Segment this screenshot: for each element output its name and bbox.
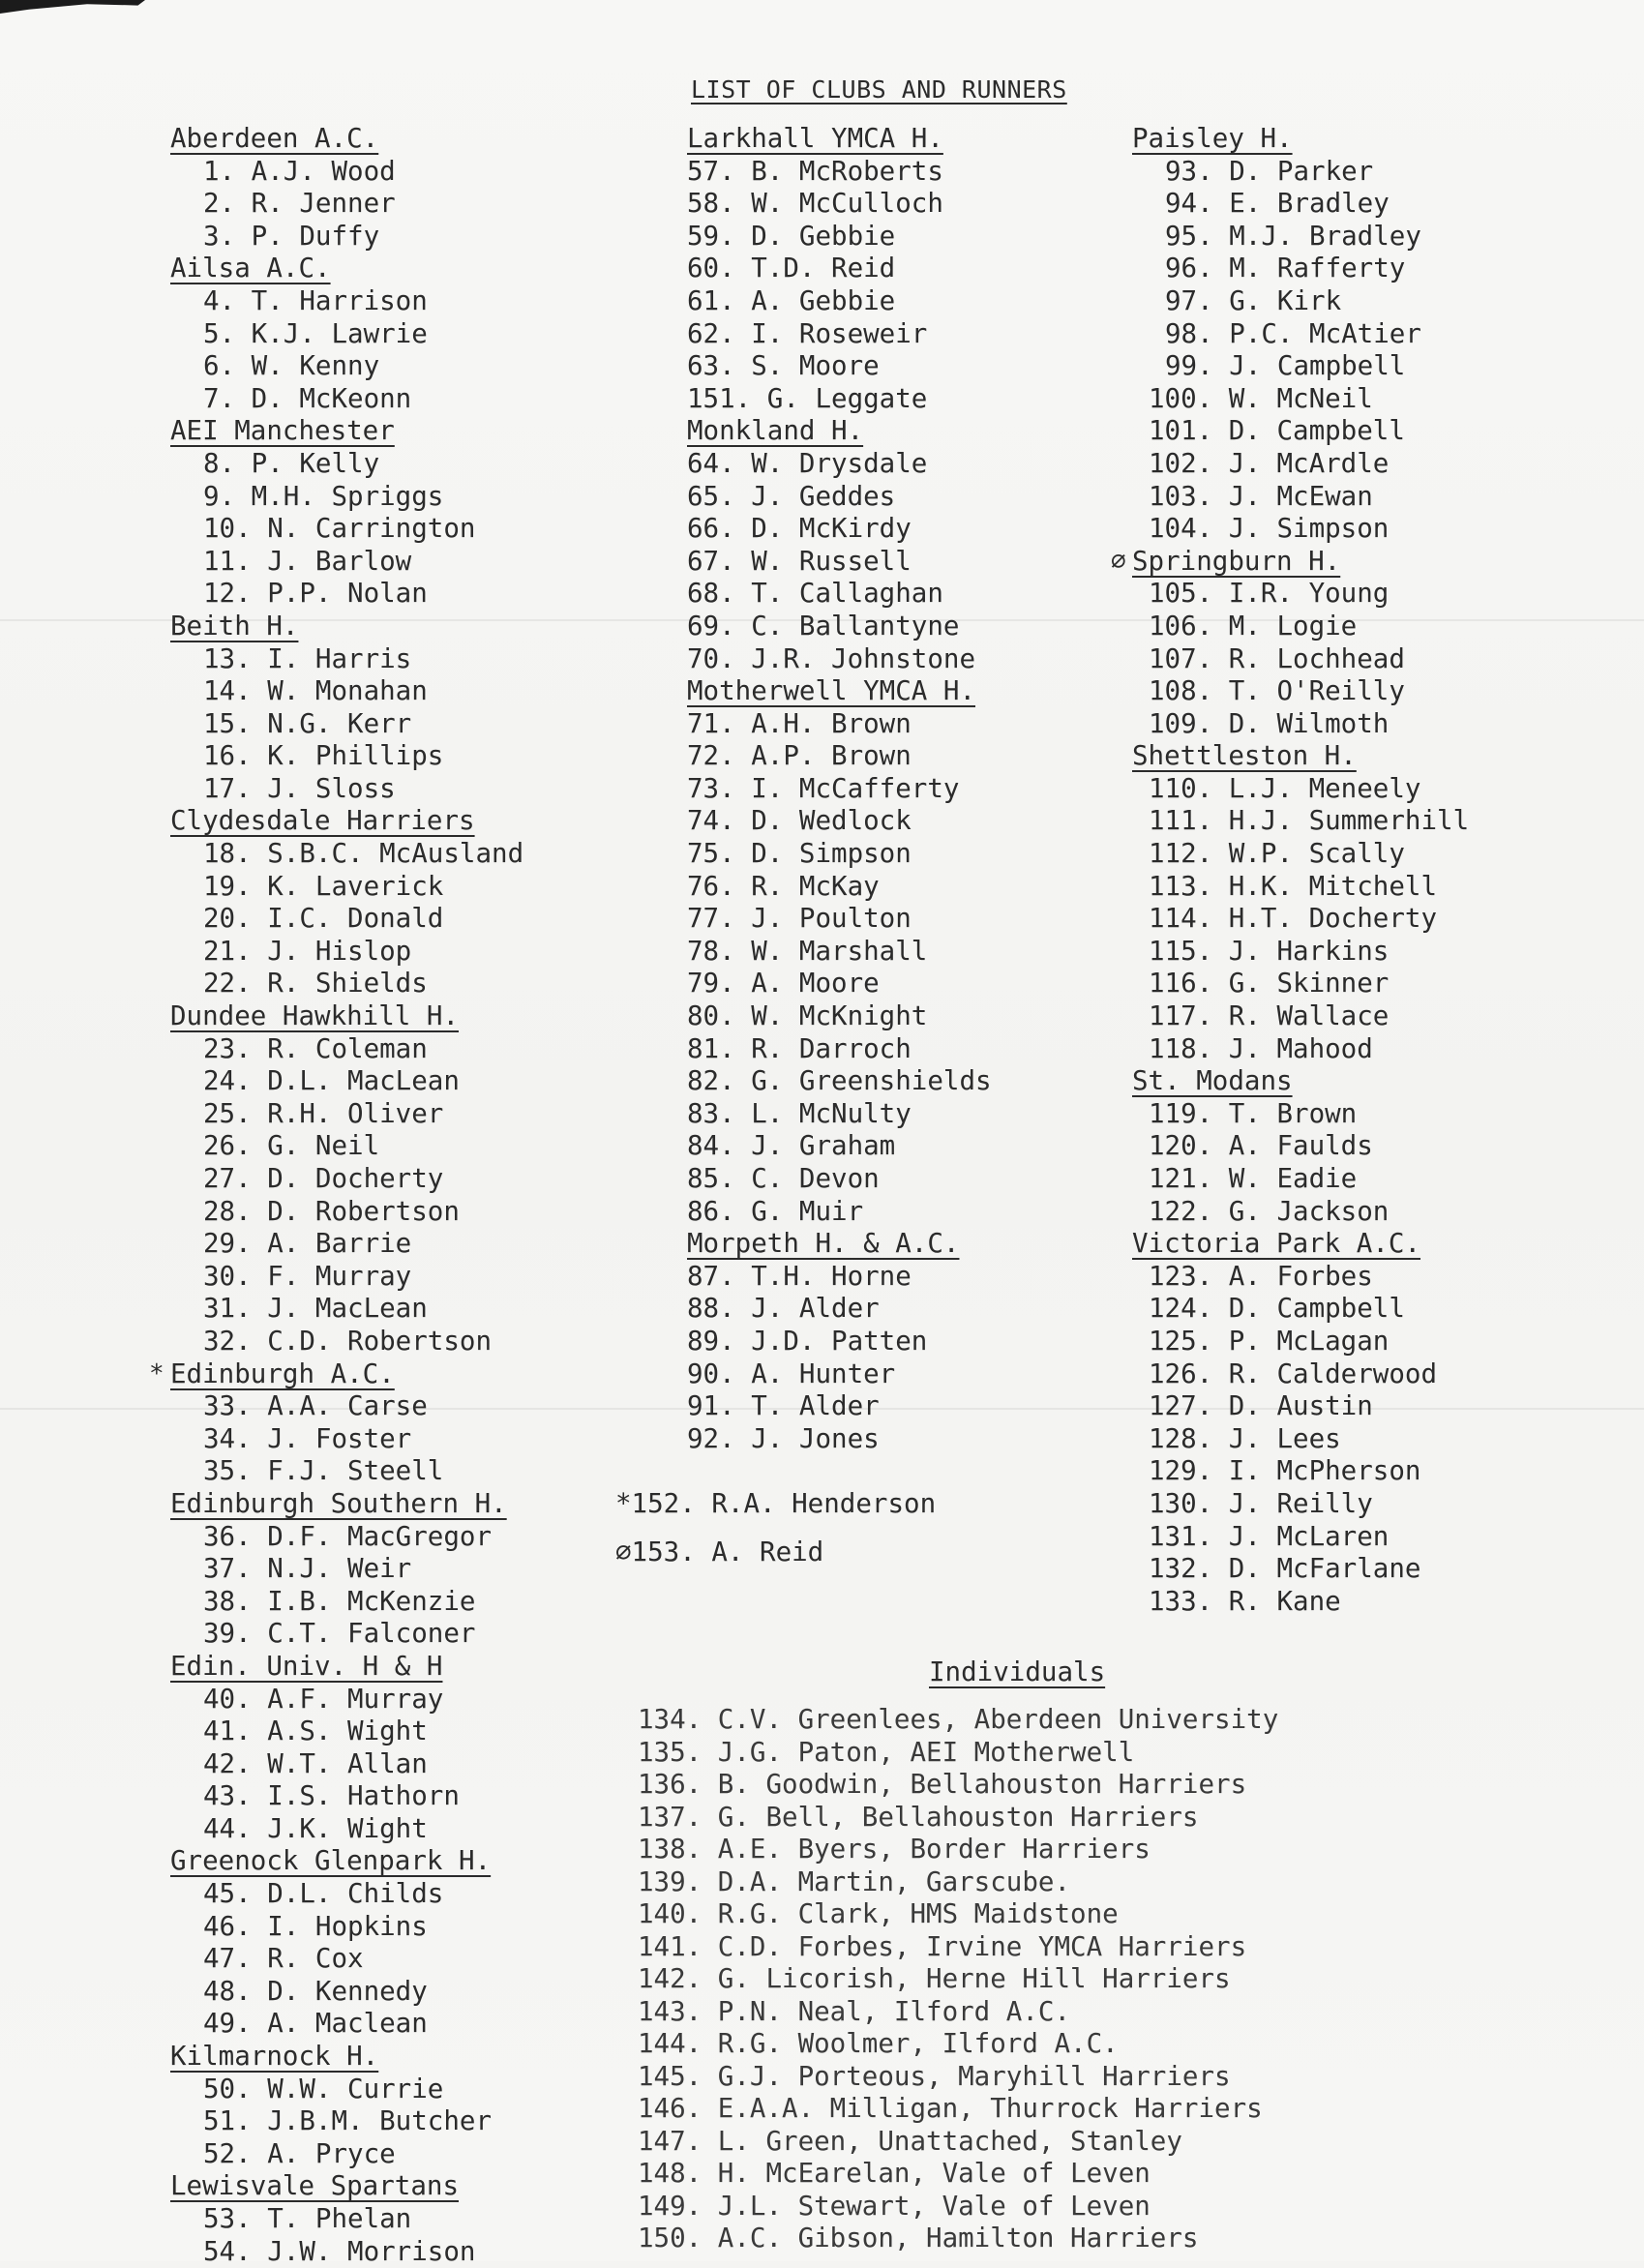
- runner-entry: 74. D. Wedlock: [687, 805, 912, 837]
- page-title: LIST OF CLUBS AND RUNNERS: [691, 75, 1067, 104]
- individual-entry: 147. L. Green, Unattached, Stanley: [638, 2125, 1182, 2157]
- runner-entry: 79. A. Moore: [687, 968, 880, 1000]
- runner-entry: 5. K.J. Lawrie: [203, 317, 428, 349]
- runner-entry: 62. I. Roseweir: [687, 317, 928, 349]
- runner-entry: 21. J. Hislop: [203, 935, 412, 967]
- runner-entry: 88. J. Alder: [687, 1293, 880, 1325]
- runner-entry: 40. A.F. Murray: [203, 1683, 444, 1715]
- runner-entry: 129. I. McPherson: [1149, 1455, 1421, 1487]
- club-name: Kilmarnock H.: [170, 2041, 379, 2073]
- runner-entry: 6. W. Kenny: [203, 350, 380, 382]
- runner-entry: 91. T. Alder: [687, 1390, 880, 1422]
- individual-entry: 134. C.V. Greenlees, Aberdeen University: [638, 1704, 1279, 1735]
- runner-entry: 81. R. Darroch: [687, 1032, 912, 1064]
- runner-entry: 66. D. McKirdy: [687, 513, 912, 545]
- runner-entry: 117. R. Wallace: [1149, 1000, 1390, 1032]
- runner-entry: 25. R.H. Oliver: [203, 1097, 444, 1129]
- runner-entry: 80. W. McKnight: [687, 1000, 928, 1032]
- club-name: St. Modans: [1132, 1065, 1293, 1097]
- runner-entry: 102. J. McArdle: [1149, 447, 1390, 479]
- runner-entry: 116. G. Skinner: [1149, 968, 1390, 1000]
- club-name: Edinburgh Southern H.: [170, 1487, 507, 1519]
- runner-entry: 89. J.D. Patten: [687, 1325, 928, 1357]
- runner-entry: 26. G. Neil: [203, 1130, 380, 1162]
- runner-entry: 24. D.L. MacLean: [203, 1065, 460, 1097]
- individual-entry: 140. R.G. Clark, HMS Maidstone: [638, 1898, 1119, 1929]
- runner-entry: 33. A.A. Carse: [203, 1390, 428, 1422]
- runner-entry: 76. R. McKay: [687, 870, 880, 902]
- runner-entry: 119. T. Brown: [1149, 1097, 1358, 1129]
- club-heading: [170, 2170, 523, 2203]
- runner-entry: 82. G. Greenshields: [687, 1065, 992, 1097]
- club-heading: [687, 675, 992, 708]
- runner-entry: 67. W. Russell: [687, 545, 912, 577]
- club-heading: [1132, 740, 1469, 773]
- club-heading: [1132, 1065, 1469, 1098]
- club-name: Victoria Park A.C.: [1132, 1228, 1421, 1260]
- runner-entry: 7. D. McKeonn: [203, 382, 412, 414]
- runner-entry: 43. I.S. Hathorn: [203, 1780, 460, 1812]
- runner-entry: 72. A.P. Brown: [687, 740, 912, 772]
- club-heading: [1111, 545, 1469, 579]
- runner-entry: 10. N. Carrington: [203, 513, 476, 545]
- individual-entry: 144. R.G. Woolmer, Ilford A.C.: [638, 2028, 1119, 2059]
- club-heading: [170, 805, 523, 838]
- runner-entry: 97. G. Kirk: [1165, 284, 1342, 316]
- club-name: Dundee Hawkhill H.: [170, 1000, 460, 1032]
- runner-entry: 87. T.H. Horne: [687, 1260, 912, 1292]
- runner-entry: 1. A.J. Wood: [203, 155, 396, 187]
- individual-entry: 145. G.J. Porteous, Maryhill Harriers: [638, 2060, 1231, 2092]
- runner-entry: 113. H.K. Mitchell: [1149, 870, 1438, 902]
- individuals-list: [638, 1704, 1278, 2255]
- runner-entry: 118. J. Mahood: [1149, 1032, 1373, 1064]
- runner-entry: 105. I.R. Young: [1149, 578, 1390, 610]
- club-heading: [170, 415, 523, 448]
- runner-entry: 112. W.P. Scally: [1149, 838, 1405, 870]
- individual-entry: 136. B. Goodwin, Bellahouston Harriers: [638, 1769, 1247, 1800]
- runner-entry: 124. D. Campbell: [1149, 1293, 1405, 1325]
- club-name: Beith H.: [170, 610, 299, 642]
- runner-entry: 39. C.T. Falconer: [203, 1618, 476, 1650]
- runner-entry: 57. B. McRoberts: [687, 155, 943, 187]
- runner-entry: 42. W.T. Allan: [203, 1747, 428, 1779]
- runner-entry: 111. H.J. Summerhill: [1149, 805, 1470, 837]
- runner-entry: 65. J. Geddes: [687, 480, 896, 512]
- runner-entry: 54. J.W. Morrison: [203, 2235, 476, 2267]
- extra-runner: *152. R.A. Henderson: [615, 1488, 937, 1519]
- runner-entry: 68. T. Callaghan: [687, 578, 943, 610]
- runner-entry: 8. P. Kelly: [203, 447, 380, 479]
- runner-entry: 120. A. Faulds: [1149, 1130, 1373, 1162]
- runner-entry: 19. K. Laverick: [203, 870, 444, 902]
- runner-entry: 60. T.D. Reid: [687, 253, 896, 284]
- club-name: Aberdeen A.C.: [170, 123, 379, 154]
- club-heading: [170, 1651, 523, 1684]
- runner-entry: 115. J. Harkins: [1149, 935, 1390, 967]
- runner-entry: 30. F. Murray: [203, 1260, 412, 1292]
- runner-entry: 28. D. Robertson: [203, 1195, 460, 1227]
- runner-entry: 64. W. Drysdale: [687, 447, 928, 479]
- club-heading: [170, 1488, 523, 1521]
- runner-entry: 84. J. Graham: [687, 1130, 896, 1162]
- individuals-heading: Individuals: [929, 1656, 1106, 1687]
- club-heading: [1132, 123, 1469, 156]
- runner-entry: 109. D. Wilmoth: [1149, 707, 1390, 739]
- individual-entry: 137. G. Bell, Bellahouston Harriers: [638, 1801, 1199, 1833]
- individual-entry: 142. G. Licorish, Herne Hill Harriers: [638, 1963, 1231, 1994]
- runner-entry: 61. A. Gebbie: [687, 284, 896, 316]
- runner-entry: 101. D. Campbell: [1149, 415, 1405, 447]
- runner-entry: 17. J. Sloss: [203, 772, 396, 804]
- runner-entry: 37. N.J. Weir: [203, 1553, 412, 1585]
- torn-corner: [0, 0, 145, 14]
- runner-entry: 85. C. Devon: [687, 1163, 880, 1194]
- club-name: Larkhall YMCA H.: [687, 123, 943, 154]
- club-name: Springburn H.: [1132, 545, 1341, 577]
- runner-entry: 34. J. Foster: [203, 1422, 412, 1454]
- runner-entry: 107. R. Lochhead: [1149, 642, 1405, 674]
- runner-entry: 69. C. Ballantyne: [687, 610, 960, 642]
- runner-entry: 71. A.H. Brown: [687, 707, 912, 739]
- runner-entry: 93. D. Parker: [1165, 155, 1374, 187]
- club-name: Motherwell YMCA H.: [687, 675, 976, 707]
- runner-entry: 16. K. Phillips: [203, 740, 444, 772]
- individual-entry: 138. A.E. Byers, Border Harriers: [638, 1834, 1151, 1865]
- runner-entry: 86. G. Muir: [687, 1195, 864, 1227]
- runner-entry: 75. D. Simpson: [687, 838, 912, 870]
- runner-entry: 127. D. Austin: [1149, 1390, 1373, 1422]
- individual-entry: 150. A.C. Gibson, Hamilton Harriers: [638, 2223, 1199, 2253]
- runner-entry: 27. D. Docherty: [203, 1163, 444, 1194]
- runner-entry: 104. J. Simpson: [1149, 513, 1390, 545]
- runner-entry: 95. M.J. Bradley: [1165, 220, 1421, 252]
- individual-entry: 148. H. McEarelan, Vale of Leven: [638, 2158, 1151, 2189]
- runner-entry: 77. J. Poulton: [687, 903, 912, 935]
- runner-entry: 45. D.L. Childs: [203, 1878, 444, 1910]
- runner-entry: 46. I. Hopkins: [203, 1910, 428, 1942]
- runner-entry: 122. G. Jackson: [1149, 1195, 1390, 1227]
- margin-mark: *: [149, 1358, 164, 1388]
- individual-entry: 143. P.N. Neal, Ilford A.C.: [638, 1995, 1071, 2027]
- runner-entry: 29. A. Barrie: [203, 1228, 412, 1260]
- clubs-column-3: [1111, 123, 1470, 1618]
- runner-entry: 2. R. Jenner: [203, 188, 396, 220]
- runner-entry: 47. R. Cox: [203, 1943, 364, 1975]
- runner-entry: 100. W. McNeil: [1149, 382, 1373, 414]
- runner-entry: 130. J. Reilly: [1149, 1487, 1373, 1519]
- runner-entry: 73. I. McCafferty: [687, 772, 960, 804]
- runner-entry: 23. R. Coleman: [203, 1032, 428, 1064]
- runner-entry: 96. M. Rafferty: [1165, 253, 1406, 284]
- runner-entry: 126. R. Calderwood: [1149, 1358, 1438, 1389]
- club-name: Shettleston H.: [1132, 740, 1357, 772]
- club-heading: [170, 123, 523, 156]
- runner-entry: 14. W. Monahan: [203, 675, 428, 707]
- runner-entry: 50. W.W. Currie: [203, 2073, 444, 2104]
- runner-entry: 38. I.B. McKenzie: [203, 1585, 476, 1617]
- runner-entry: 59. D. Gebbie: [687, 220, 896, 252]
- club-name: Edin. Univ. H & H: [170, 1650, 443, 1682]
- runner-entry: 35. F.J. Steell: [203, 1455, 444, 1487]
- runner-entry: 90. A. Hunter: [687, 1358, 896, 1389]
- runner-entry: 22. R. Shields: [203, 968, 428, 1000]
- runner-entry: 98. P.C. McAtier: [1165, 317, 1421, 349]
- runner-entry: 123. A. Forbes: [1149, 1260, 1373, 1292]
- club-name: Morpeth H. & A.C.: [687, 1228, 960, 1260]
- individual-entry: 146. E.A.A. Milligan, Thurrock Harriers: [638, 2093, 1263, 2124]
- club-heading: [149, 1358, 523, 1391]
- runner-entry: 128. J. Lees: [1149, 1422, 1341, 1454]
- runner-entry: 110. L.J. Meneely: [1149, 772, 1421, 804]
- runner-entry: 15. N.G. Kerr: [203, 707, 412, 739]
- runner-entry: 48. D. Kennedy: [203, 1975, 428, 2007]
- runner-entry: 106. M. Logie: [1149, 610, 1358, 642]
- runner-entry: 125. P. McLagan: [1149, 1325, 1390, 1357]
- runner-entry: 108. T. O'Reilly: [1149, 675, 1405, 707]
- club-name: Greenock Glenpark H.: [170, 1845, 492, 1877]
- runner-entry: 12. P.P. Nolan: [203, 578, 428, 610]
- clubs-column-1: [149, 123, 524, 2268]
- club-heading: [170, 253, 523, 285]
- club-heading: [1132, 1228, 1469, 1261]
- runner-entry: 31. J. MacLean: [203, 1293, 428, 1325]
- club-heading: [170, 1000, 523, 1033]
- runner-entry: 83. L. McNulty: [687, 1097, 912, 1129]
- runner-entry: 41. A.S. Wight: [203, 1716, 428, 1747]
- extra-runner: ∅153. A. Reid: [615, 1537, 824, 1567]
- runner-entry: 32. C.D. Robertson: [203, 1325, 493, 1357]
- runner-entry: 53. T. Phelan: [203, 2203, 412, 2234]
- runner-entry: 13. I. Harris: [203, 642, 412, 674]
- runner-entry: 131. J. McLaren: [1149, 1520, 1390, 1552]
- runner-entry: 121. W. Eadie: [1149, 1163, 1358, 1194]
- club-heading: [687, 415, 992, 448]
- club-name: Clydesdale Harriers: [170, 805, 475, 837]
- club-name: Monkland H.: [687, 415, 864, 447]
- runner-entry: 58. W. McCulloch: [687, 188, 943, 220]
- runner-entry: 3. P. Duffy: [203, 220, 380, 252]
- club-heading: [687, 1228, 992, 1261]
- runner-entry: 114. H.T. Docherty: [1149, 903, 1438, 935]
- runner-entry: 92. J. Jones: [687, 1422, 880, 1454]
- runner-entry: 52. A. Pryce: [203, 2137, 396, 2169]
- clubs-column-2: [687, 123, 992, 1455]
- individual-entry: 141. C.D. Forbes, Irvine YMCA Harriers: [638, 1930, 1247, 1962]
- club-name: AEI Manchester: [170, 415, 395, 447]
- individual-entry: 149. J.L. Stewart, Vale of Leven: [638, 2190, 1151, 2222]
- individual-entry: 139. D.A. Martin, Garscube.: [638, 1865, 1071, 1897]
- club-name: Lewisvale Spartans: [170, 2170, 460, 2202]
- runner-entry: 51. J.B.M. Butcher: [203, 2105, 493, 2137]
- runner-entry: 36. D.F. MacGregor: [203, 1520, 493, 1552]
- individual-entry: 135. J.G. Paton, AEI Motherwell: [638, 1736, 1135, 1768]
- runner-entry: 99. J. Campbell: [1165, 350, 1406, 382]
- club-name: Edinburgh A.C.: [170, 1358, 395, 1389]
- margin-mark: ∅: [1111, 546, 1126, 576]
- club-name: Ailsa A.C.: [170, 253, 331, 284]
- club-heading: [170, 1845, 523, 1878]
- runner-entry: 63. S. Moore: [687, 350, 880, 382]
- runner-entry: 18. S.B.C. McAusland: [203, 838, 524, 870]
- club-heading: [687, 123, 992, 156]
- runner-entry: 49. A. Maclean: [203, 2008, 428, 2040]
- runner-entry: 4. T. Harrison: [203, 284, 428, 316]
- runner-entry: 151. G. Leggate: [687, 382, 928, 414]
- runner-entry: 103. J. McEwan: [1149, 480, 1373, 512]
- runner-entry: 94. E. Bradley: [1165, 188, 1390, 220]
- runner-entry: 132. D. McFarlane: [1149, 1553, 1421, 1585]
- runner-entry: 11. J. Barlow: [203, 545, 412, 577]
- runner-entry: 78. W. Marshall: [687, 935, 928, 967]
- runner-entry: 70. J.R. Johnstone: [687, 642, 976, 674]
- runner-entry: 133. R. Kane: [1149, 1585, 1341, 1617]
- runner-entry: 44. J.K. Wight: [203, 1812, 428, 1844]
- runner-entry: 20. I.C. Donald: [203, 903, 444, 935]
- club-heading: [170, 2041, 523, 2074]
- club-name: Paisley H.: [1132, 123, 1293, 154]
- club-heading: [170, 611, 523, 643]
- runner-entry: 9. M.H. Spriggs: [203, 480, 444, 512]
